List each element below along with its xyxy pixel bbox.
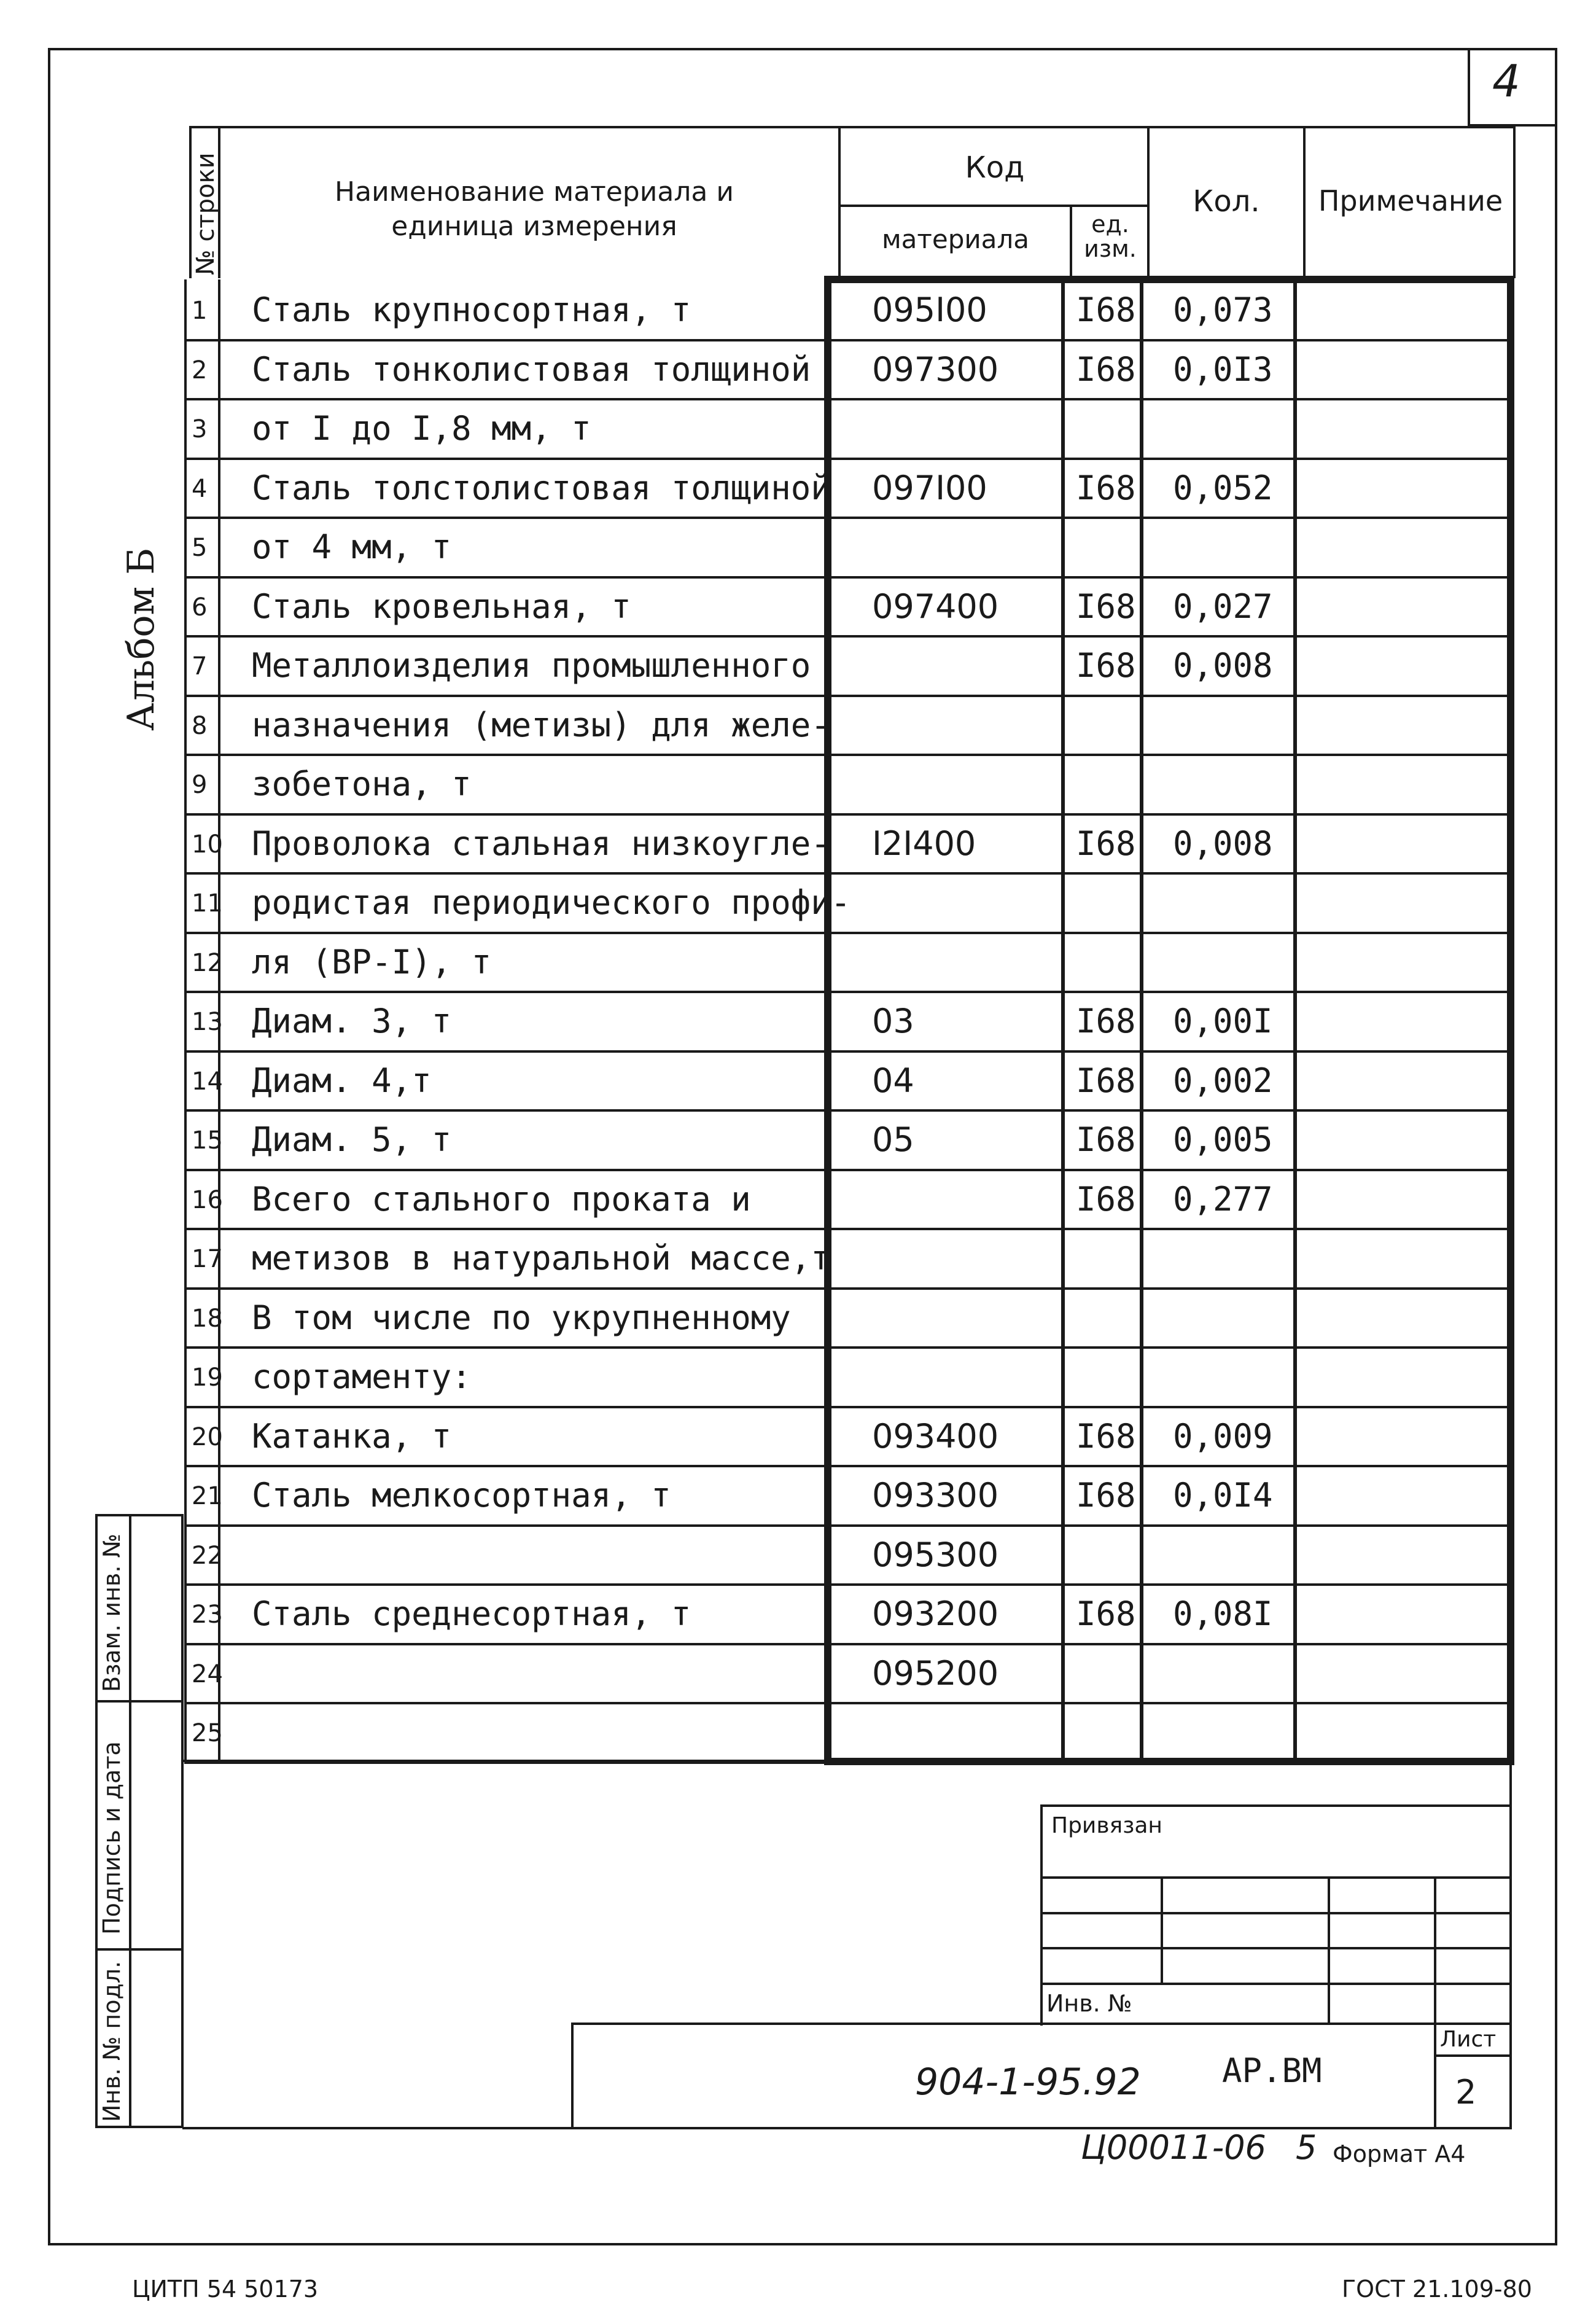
row-number: 25 [192,1719,223,1747]
row-number: 18 [192,1304,223,1333]
row-number: 17 [192,1245,223,1273]
row-name: Сталь мелкосортная, т [252,1476,671,1515]
row-number: 11 [192,889,223,918]
row-material-code: 04 [872,1061,914,1100]
row-quantity: 0,08I [1173,1594,1273,1633]
row-number: 5 [192,534,208,562]
row-material-code: 093300 [872,1476,999,1515]
row-name: Катанка, т [252,1416,452,1456]
stamp-vzam: Взам. инв. № [98,1533,125,1692]
row-name: Диам. 5, т [252,1120,452,1159]
header-material: материала [881,224,1029,254]
header-unit: ед. изм. [1084,211,1137,262]
sheet-number: 2 [1455,2073,1477,2112]
row-material-code: 095200 [872,1653,999,1693]
row-number: 2 [192,356,208,384]
header-row-no: № строки [192,152,220,275]
row-name: сортаменту: [252,1357,472,1396]
row-number: 6 [192,593,208,622]
row-name: Проволока стальная низкоугле- [252,824,831,863]
row-number: 13 [192,1008,223,1036]
row-number: 10 [192,830,223,859]
row-unit-code: I68 [1076,1179,1136,1219]
privyazan-label: Привязан [1051,1813,1162,1838]
row-quantity: 0,002 [1173,1061,1273,1100]
corner-page-number: 4 [1492,55,1520,107]
row-name: метизов в натуральной массе,т [252,1239,831,1278]
row-quantity: 0,277 [1173,1179,1273,1219]
row-quantity: 0,009 [1173,1416,1273,1456]
sheet-label: Лист [1440,2027,1497,2052]
album-label: Альбом Б [120,547,163,731]
row-quantity: 0,0I3 [1173,349,1273,389]
row-name: Сталь тонколистовая толщиной [252,349,811,389]
row-material-code: 093200 [872,1594,999,1633]
row-number: 4 [192,474,208,503]
row-unit-code: I68 [1076,291,1136,329]
handwritten-num: 5 [1296,2128,1317,2167]
stamp-inv-podl: Инв. № подл. [98,1960,125,2122]
row-unit-code: I68 [1076,349,1136,389]
row-name: Всего стального проката и [252,1179,751,1219]
row-quantity: 0,008 [1173,646,1273,685]
row-unit-code: I68 [1076,1416,1136,1456]
row-number: 12 [192,948,223,977]
row-material-code: 05 [872,1120,914,1159]
handwritten-code: Ц00011-06 [1081,2128,1266,2167]
row-name: назначения (метизы) для желе- [252,705,831,744]
row-name: от I до I,8 мм, т [252,409,591,448]
row-number: 21 [192,1482,223,1510]
row-unit-code: I68 [1076,1002,1136,1040]
row-number: 9 [192,771,208,799]
row-number: 22 [192,1541,223,1570]
row-unit-code: I68 [1076,468,1136,507]
row-number: 16 [192,1185,223,1214]
row-number: 1 [192,297,208,325]
footer-right: ГОСТ 21.109-80 [1342,2276,1532,2303]
doc-code: АР.ВМ [1222,2051,1322,2090]
row-name: Сталь кровельная, т [252,587,631,626]
header-note: Примечание [1318,184,1503,217]
row-quantity: 0,073 [1173,291,1273,329]
row-unit-code: I68 [1076,1120,1136,1159]
doc-number: 904-1-95.92 [915,2061,1141,2104]
format-label: Формат А4 [1333,2140,1466,2167]
row-material-code: 097300 [872,349,999,389]
row-name: Сталь толстолистовая толщиной [252,468,831,507]
row-unit-code: I68 [1076,1476,1136,1515]
row-material-code: 03 [872,1002,914,1040]
row-material-code: 095300 [872,1535,999,1574]
row-name: Металлоизделия промышленного [252,646,811,685]
row-name: Диам. 3, т [252,1002,452,1040]
row-quantity: 0,008 [1173,824,1273,863]
row-number: 3 [192,415,208,443]
row-number: 7 [192,652,208,681]
row-material-code: 093400 [872,1416,999,1456]
row-number: 8 [192,711,208,740]
row-material-code: I2I400 [872,824,976,863]
row-unit-code: I68 [1076,646,1136,685]
row-name: ля (ВР-I), т [252,942,492,981]
row-quantity: 0,027 [1173,587,1273,626]
row-name: от 4 мм, т [252,528,452,566]
row-name: Диам. 4,т [252,1061,432,1100]
header-code: Код [965,150,1025,185]
footer-left: ЦИТП 54 50173 [132,2276,319,2303]
row-material-code: 097I00 [872,468,987,507]
row-unit-code: I68 [1076,824,1136,863]
row-number: 19 [192,1363,223,1392]
row-quantity: 0,0I4 [1173,1476,1273,1515]
row-unit-code: I68 [1076,1594,1136,1633]
header-qty: Кол. [1193,184,1260,219]
row-name: Сталь крупносортная, т [252,291,691,329]
header-name: Наименование материала и единица измерения [335,176,734,242]
row-material-code: 095I00 [872,291,987,329]
row-unit-code: I68 [1076,587,1136,626]
row-number: 15 [192,1126,223,1155]
row-name: зобетона, т [252,765,472,803]
row-quantity: 0,005 [1173,1120,1273,1159]
stamp-sign-date: Подпись и дата [98,1741,125,1935]
row-quantity: 0,052 [1173,468,1273,507]
row-number: 14 [192,1067,223,1096]
row-unit-code: I68 [1076,1061,1136,1100]
row-name: В том числе по укрупненному [252,1298,791,1337]
row-number: 24 [192,1660,223,1688]
row-material-code: 097400 [872,587,999,626]
row-number: 23 [192,1601,223,1629]
row-name: Сталь среднесортная, т [252,1594,691,1633]
row-quantity: 0,00I [1173,1002,1273,1040]
inv-no-label: Инв. № [1046,1990,1132,2017]
row-name: родистая периодического профи- [252,883,851,922]
row-number: 20 [192,1422,223,1451]
